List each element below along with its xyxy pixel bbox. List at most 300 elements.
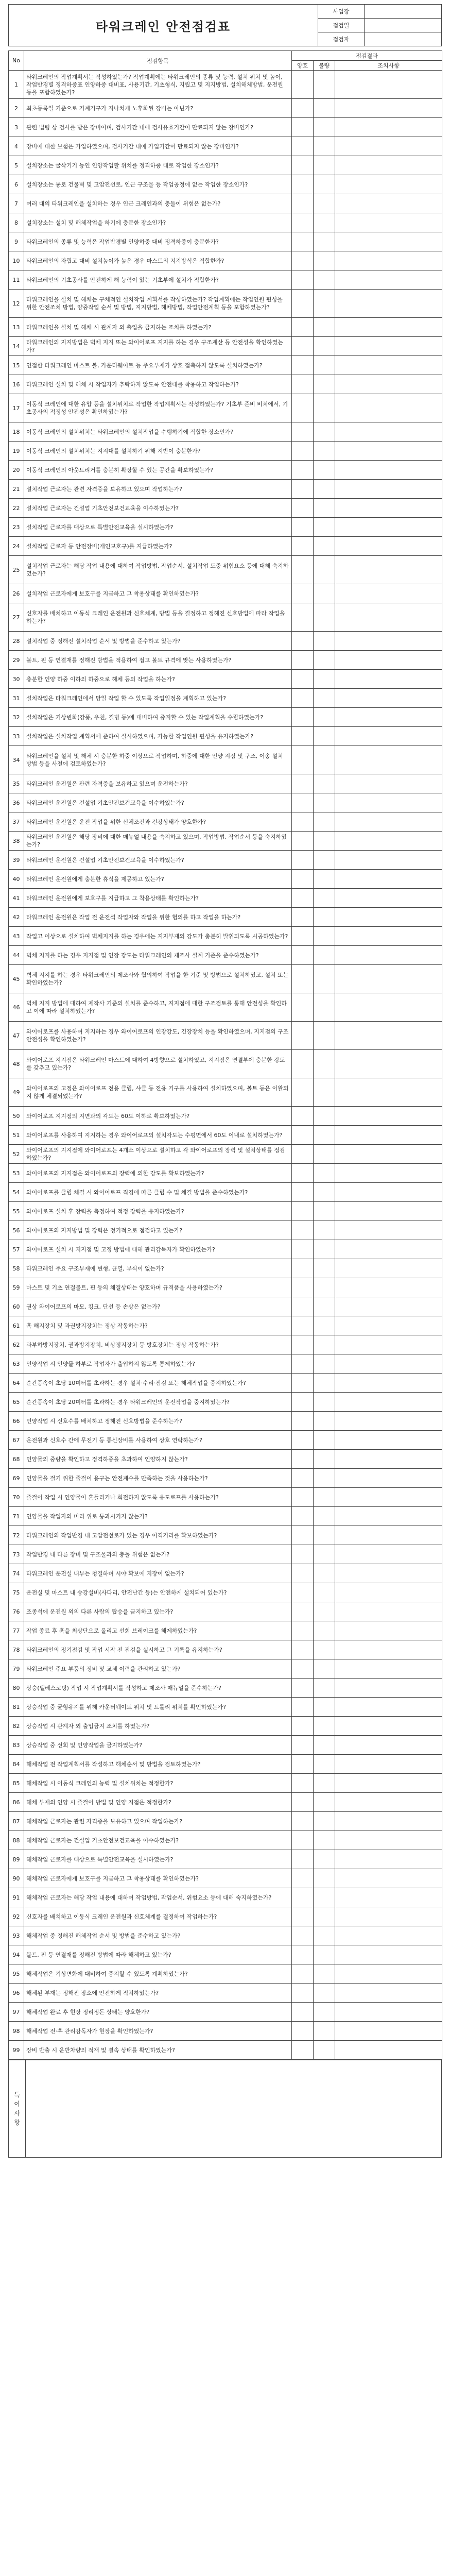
row-bad-cell[interactable] <box>314 1393 335 1412</box>
row-bad-cell[interactable] <box>314 337 335 356</box>
row-bad-cell[interactable] <box>314 1850 335 1869</box>
row-action-cell[interactable] <box>335 1221 442 1240</box>
row-action-cell[interactable] <box>335 793 442 812</box>
row-bad-cell[interactable] <box>314 442 335 461</box>
row-good-cell[interactable] <box>292 1831 314 1850</box>
row-bad-cell[interactable] <box>314 584 335 603</box>
row-good-cell[interactable] <box>292 1602 314 1621</box>
row-good-cell[interactable] <box>292 1469 314 1488</box>
row-action-cell[interactable] <box>335 1717 442 1736</box>
row-good-cell[interactable] <box>292 499 314 518</box>
row-bad-cell[interactable] <box>314 1964 335 1984</box>
row-bad-cell[interactable] <box>314 71 335 99</box>
row-action-cell[interactable] <box>335 832 442 851</box>
row-bad-cell[interactable] <box>314 2003 335 2022</box>
row-bad-cell[interactable] <box>314 1316 335 1335</box>
row-good-cell[interactable] <box>292 1621 314 1640</box>
row-good-cell[interactable] <box>292 356 314 375</box>
row-bad-cell[interactable] <box>314 1354 335 1374</box>
row-good-cell[interactable] <box>292 1507 314 1526</box>
row-good-cell[interactable] <box>292 946 314 965</box>
row-action-cell[interactable] <box>335 946 442 965</box>
row-bad-cell[interactable] <box>314 1698 335 1717</box>
row-action-cell[interactable] <box>335 337 442 356</box>
row-bad-cell[interactable] <box>314 394 335 422</box>
row-action-cell[interactable] <box>335 1679 442 1698</box>
row-bad-cell[interactable] <box>314 1888 335 1907</box>
row-action-cell[interactable] <box>335 251 442 270</box>
row-bad-cell[interactable] <box>314 1450 335 1469</box>
row-good-cell[interactable] <box>292 556 314 584</box>
row-action-cell[interactable] <box>335 584 442 603</box>
row-bad-cell[interactable] <box>314 270 335 290</box>
row-bad-cell[interactable] <box>314 375 335 394</box>
row-action-cell[interactable] <box>335 1431 442 1450</box>
row-good-cell[interactable] <box>292 1964 314 1984</box>
row-bad-cell[interactable] <box>314 1145 335 1164</box>
row-good-cell[interactable] <box>292 71 314 99</box>
row-bad-cell[interactable] <box>314 1774 335 1793</box>
row-bad-cell[interactable] <box>314 1278 335 1297</box>
row-action-cell[interactable] <box>335 71 442 99</box>
row-good-cell[interactable] <box>292 442 314 461</box>
row-bad-cell[interactable] <box>314 993 335 1022</box>
row-good-cell[interactable] <box>292 461 314 480</box>
row-good-cell[interactable] <box>292 689 314 708</box>
row-action-cell[interactable] <box>335 632 442 651</box>
row-good-cell[interactable] <box>292 870 314 889</box>
row-good-cell[interactable] <box>292 1812 314 1831</box>
row-action-cell[interactable] <box>335 727 442 746</box>
row-action-cell[interactable] <box>335 812 442 832</box>
row-good-cell[interactable] <box>292 670 314 689</box>
row-good-cell[interactable] <box>292 584 314 603</box>
row-good-cell[interactable] <box>292 1374 314 1393</box>
row-good-cell[interactable] <box>292 965 314 993</box>
row-action-cell[interactable] <box>335 1259 442 1278</box>
row-action-cell[interactable] <box>335 2003 442 2022</box>
row-good-cell[interactable] <box>292 1640 314 1659</box>
row-action-cell[interactable] <box>335 1164 442 1183</box>
row-action-cell[interactable] <box>335 1393 442 1412</box>
field-date-input[interactable] <box>365 19 442 32</box>
row-bad-cell[interactable] <box>314 1431 335 1450</box>
row-action-cell[interactable] <box>335 965 442 993</box>
row-good-cell[interactable] <box>292 251 314 270</box>
row-bad-cell[interactable] <box>314 1831 335 1850</box>
row-good-cell[interactable] <box>292 1240 314 1259</box>
row-bad-cell[interactable] <box>314 774 335 793</box>
row-bad-cell[interactable] <box>314 927 335 946</box>
row-action-cell[interactable] <box>335 156 442 175</box>
row-bad-cell[interactable] <box>314 1583 335 1602</box>
row-bad-cell[interactable] <box>314 908 335 927</box>
row-good-cell[interactable] <box>292 375 314 394</box>
row-good-cell[interactable] <box>292 194 314 213</box>
row-action-cell[interactable] <box>335 1984 442 2003</box>
row-good-cell[interactable] <box>292 1564 314 1583</box>
row-bad-cell[interactable] <box>314 651 335 670</box>
row-action-cell[interactable] <box>335 1278 442 1297</box>
row-action-cell[interactable] <box>335 356 442 375</box>
row-bad-cell[interactable] <box>314 1297 335 1316</box>
row-bad-cell[interactable] <box>314 422 335 442</box>
row-good-cell[interactable] <box>292 1393 314 1412</box>
row-action-cell[interactable] <box>335 1907 442 1926</box>
row-good-cell[interactable] <box>292 213 314 232</box>
row-bad-cell[interactable] <box>314 946 335 965</box>
row-bad-cell[interactable] <box>314 1869 335 1888</box>
row-bad-cell[interactable] <box>314 1640 335 1659</box>
row-bad-cell[interactable] <box>314 213 335 232</box>
row-bad-cell[interactable] <box>314 689 335 708</box>
row-bad-cell[interactable] <box>314 1164 335 1183</box>
row-action-cell[interactable] <box>335 708 442 727</box>
row-bad-cell[interactable] <box>314 2022 335 2041</box>
row-action-cell[interactable] <box>335 375 442 394</box>
row-action-cell[interactable] <box>335 1774 442 1793</box>
row-bad-cell[interactable] <box>314 1469 335 1488</box>
row-bad-cell[interactable] <box>314 556 335 584</box>
row-bad-cell[interactable] <box>314 1659 335 1679</box>
row-good-cell[interactable] <box>292 1022 314 1050</box>
row-good-cell[interactable] <box>292 1888 314 1907</box>
row-action-cell[interactable] <box>335 290 442 318</box>
row-action-cell[interactable] <box>335 1850 442 1869</box>
row-action-cell[interactable] <box>335 1450 442 1469</box>
row-good-cell[interactable] <box>292 290 314 318</box>
row-good-cell[interactable] <box>292 2022 314 2041</box>
row-bad-cell[interactable] <box>314 537 335 556</box>
row-bad-cell[interactable] <box>314 1526 335 1545</box>
row-bad-cell[interactable] <box>314 318 335 337</box>
row-bad-cell[interactable] <box>314 1907 335 1926</box>
row-action-cell[interactable] <box>335 1202 442 1221</box>
row-action-cell[interactable] <box>335 1412 442 1431</box>
row-good-cell[interactable] <box>292 1488 314 1507</box>
row-bad-cell[interactable] <box>314 1793 335 1812</box>
row-bad-cell[interactable] <box>314 356 335 375</box>
row-action-cell[interactable] <box>335 927 442 946</box>
row-good-cell[interactable] <box>292 422 314 442</box>
row-bad-cell[interactable] <box>314 461 335 480</box>
row-action-cell[interactable] <box>335 1583 442 1602</box>
row-good-cell[interactable] <box>292 99 314 118</box>
row-bad-cell[interactable] <box>314 194 335 213</box>
row-good-cell[interactable] <box>292 1545 314 1564</box>
row-action-cell[interactable] <box>335 889 442 908</box>
row-good-cell[interactable] <box>292 2003 314 2022</box>
row-good-cell[interactable] <box>292 1984 314 2003</box>
row-good-cell[interactable] <box>292 1659 314 1679</box>
row-bad-cell[interactable] <box>314 1602 335 1621</box>
row-good-cell[interactable] <box>292 1354 314 1374</box>
row-action-cell[interactable] <box>335 99 442 118</box>
row-bad-cell[interactable] <box>314 1202 335 1221</box>
row-action-cell[interactable] <box>335 1964 442 1984</box>
row-action-cell[interactable] <box>335 318 442 337</box>
row-action-cell[interactable] <box>335 1736 442 1755</box>
row-action-cell[interactable] <box>335 137 442 156</box>
row-good-cell[interactable] <box>292 793 314 812</box>
row-bad-cell[interactable] <box>314 1335 335 1354</box>
row-bad-cell[interactable] <box>314 1107 335 1126</box>
row-action-cell[interactable] <box>335 1659 442 1679</box>
row-action-cell[interactable] <box>335 1297 442 1316</box>
row-action-cell[interactable] <box>335 2041 442 2060</box>
row-bad-cell[interactable] <box>314 232 335 251</box>
row-good-cell[interactable] <box>292 1945 314 1964</box>
row-bad-cell[interactable] <box>314 1078 335 1107</box>
row-bad-cell[interactable] <box>314 175 335 194</box>
row-bad-cell[interactable] <box>314 708 335 727</box>
row-bad-cell[interactable] <box>314 2041 335 2060</box>
row-action-cell[interactable] <box>335 851 442 870</box>
row-bad-cell[interactable] <box>314 727 335 746</box>
row-good-cell[interactable] <box>292 812 314 832</box>
row-bad-cell[interactable] <box>314 1564 335 1583</box>
row-bad-cell[interactable] <box>314 812 335 832</box>
row-action-cell[interactable] <box>335 746 442 774</box>
row-bad-cell[interactable] <box>314 518 335 537</box>
row-good-cell[interactable] <box>292 1259 314 1278</box>
row-action-cell[interactable] <box>335 194 442 213</box>
row-action-cell[interactable] <box>335 1831 442 1850</box>
row-action-cell[interactable] <box>335 1126 442 1145</box>
row-bad-cell[interactable] <box>314 1926 335 1945</box>
row-action-cell[interactable] <box>335 670 442 689</box>
row-action-cell[interactable] <box>335 689 442 708</box>
row-good-cell[interactable] <box>292 1869 314 1888</box>
row-good-cell[interactable] <box>292 137 314 156</box>
row-bad-cell[interactable] <box>314 1022 335 1050</box>
row-good-cell[interactable] <box>292 1431 314 1450</box>
row-good-cell[interactable] <box>292 603 314 632</box>
row-action-cell[interactable] <box>335 1793 442 1812</box>
row-good-cell[interactable] <box>292 175 314 194</box>
row-good-cell[interactable] <box>292 708 314 727</box>
row-action-cell[interactable] <box>335 1564 442 1583</box>
row-action-cell[interactable] <box>335 1507 442 1526</box>
row-action-cell[interactable] <box>335 1107 442 1126</box>
row-good-cell[interactable] <box>292 1145 314 1164</box>
row-good-cell[interactable] <box>292 1583 314 1602</box>
row-good-cell[interactable] <box>292 1078 314 1107</box>
row-good-cell[interactable] <box>292 1335 314 1354</box>
row-action-cell[interactable] <box>335 1926 442 1945</box>
row-action-cell[interactable] <box>335 1316 442 1335</box>
row-bad-cell[interactable] <box>314 156 335 175</box>
row-good-cell[interactable] <box>292 1679 314 1698</box>
row-bad-cell[interactable] <box>314 1755 335 1774</box>
row-bad-cell[interactable] <box>314 1126 335 1145</box>
row-action-cell[interactable] <box>335 1945 442 1964</box>
row-bad-cell[interactable] <box>314 1545 335 1564</box>
row-good-cell[interactable] <box>292 1202 314 1221</box>
row-bad-cell[interactable] <box>314 1812 335 1831</box>
row-action-cell[interactable] <box>335 1145 442 1164</box>
row-bad-cell[interactable] <box>314 118 335 137</box>
row-action-cell[interactable] <box>335 480 442 499</box>
row-bad-cell[interactable] <box>314 499 335 518</box>
row-action-cell[interactable] <box>335 1755 442 1774</box>
row-action-cell[interactable] <box>335 1183 442 1202</box>
row-action-cell[interactable] <box>335 1621 442 1640</box>
row-action-cell[interactable] <box>335 1602 442 1621</box>
row-action-cell[interactable] <box>335 422 442 442</box>
row-good-cell[interactable] <box>292 1297 314 1316</box>
row-action-cell[interactable] <box>335 1698 442 1717</box>
row-action-cell[interactable] <box>335 1022 442 1050</box>
row-good-cell[interactable] <box>292 851 314 870</box>
row-good-cell[interactable] <box>292 518 314 537</box>
row-action-cell[interactable] <box>335 213 442 232</box>
row-bad-cell[interactable] <box>314 1240 335 1259</box>
row-good-cell[interactable] <box>292 1183 314 1202</box>
row-action-cell[interactable] <box>335 2022 442 2041</box>
row-bad-cell[interactable] <box>314 1259 335 1278</box>
row-good-cell[interactable] <box>292 651 314 670</box>
row-bad-cell[interactable] <box>314 290 335 318</box>
row-good-cell[interactable] <box>292 1793 314 1812</box>
row-action-cell[interactable] <box>335 118 442 137</box>
row-good-cell[interactable] <box>292 632 314 651</box>
row-action-cell[interactable] <box>335 1526 442 1545</box>
row-good-cell[interactable] <box>292 480 314 499</box>
row-good-cell[interactable] <box>292 927 314 946</box>
row-action-cell[interactable] <box>335 461 442 480</box>
row-bad-cell[interactable] <box>314 603 335 632</box>
row-bad-cell[interactable] <box>314 1679 335 1698</box>
row-good-cell[interactable] <box>292 774 314 793</box>
row-good-cell[interactable] <box>292 2041 314 2060</box>
row-bad-cell[interactable] <box>314 1221 335 1240</box>
row-good-cell[interactable] <box>292 337 314 356</box>
row-bad-cell[interactable] <box>314 99 335 118</box>
row-action-cell[interactable] <box>335 1078 442 1107</box>
row-action-cell[interactable] <box>335 232 442 251</box>
row-bad-cell[interactable] <box>314 793 335 812</box>
row-bad-cell[interactable] <box>314 870 335 889</box>
row-good-cell[interactable] <box>292 1926 314 1945</box>
row-bad-cell[interactable] <box>314 1945 335 1964</box>
row-action-cell[interactable] <box>335 537 442 556</box>
row-action-cell[interactable] <box>335 1488 442 1507</box>
row-bad-cell[interactable] <box>314 670 335 689</box>
row-good-cell[interactable] <box>292 1450 314 1469</box>
row-good-cell[interactable] <box>292 832 314 851</box>
row-good-cell[interactable] <box>292 270 314 290</box>
row-good-cell[interactable] <box>292 1717 314 1736</box>
row-action-cell[interactable] <box>335 518 442 537</box>
row-bad-cell[interactable] <box>314 1488 335 1507</box>
field-inspector-input[interactable] <box>365 32 442 46</box>
row-action-cell[interactable] <box>335 993 442 1022</box>
row-bad-cell[interactable] <box>314 1412 335 1431</box>
row-bad-cell[interactable] <box>314 1736 335 1755</box>
row-good-cell[interactable] <box>292 1050 314 1078</box>
row-good-cell[interactable] <box>292 1698 314 1717</box>
row-good-cell[interactable] <box>292 993 314 1022</box>
notes-field[interactable] <box>26 2060 442 2158</box>
row-action-cell[interactable] <box>335 1640 442 1659</box>
row-good-cell[interactable] <box>292 537 314 556</box>
row-action-cell[interactable] <box>335 442 442 461</box>
row-action-cell[interactable] <box>335 603 442 632</box>
row-good-cell[interactable] <box>292 908 314 927</box>
row-good-cell[interactable] <box>292 889 314 908</box>
row-bad-cell[interactable] <box>314 832 335 851</box>
row-action-cell[interactable] <box>335 651 442 670</box>
row-good-cell[interactable] <box>292 1850 314 1869</box>
row-bad-cell[interactable] <box>314 746 335 774</box>
row-bad-cell[interactable] <box>314 1183 335 1202</box>
row-good-cell[interactable] <box>292 746 314 774</box>
row-bad-cell[interactable] <box>314 1050 335 1078</box>
row-bad-cell[interactable] <box>314 480 335 499</box>
row-good-cell[interactable] <box>292 156 314 175</box>
row-action-cell[interactable] <box>335 270 442 290</box>
row-action-cell[interactable] <box>335 1545 442 1564</box>
row-action-cell[interactable] <box>335 1888 442 1907</box>
row-action-cell[interactable] <box>335 175 442 194</box>
row-good-cell[interactable] <box>292 1774 314 1793</box>
row-action-cell[interactable] <box>335 1469 442 1488</box>
row-action-cell[interactable] <box>335 499 442 518</box>
row-bad-cell[interactable] <box>314 1374 335 1393</box>
row-good-cell[interactable] <box>292 318 314 337</box>
row-action-cell[interactable] <box>335 774 442 793</box>
row-good-cell[interactable] <box>292 1164 314 1183</box>
row-bad-cell[interactable] <box>314 1507 335 1526</box>
row-action-cell[interactable] <box>335 1050 442 1078</box>
row-good-cell[interactable] <box>292 727 314 746</box>
row-bad-cell[interactable] <box>314 1621 335 1640</box>
row-action-cell[interactable] <box>335 1812 442 1831</box>
row-action-cell[interactable] <box>335 908 442 927</box>
row-good-cell[interactable] <box>292 1412 314 1431</box>
row-bad-cell[interactable] <box>314 1984 335 2003</box>
row-good-cell[interactable] <box>292 232 314 251</box>
row-action-cell[interactable] <box>335 556 442 584</box>
row-action-cell[interactable] <box>335 1374 442 1393</box>
row-good-cell[interactable] <box>292 1736 314 1755</box>
row-good-cell[interactable] <box>292 118 314 137</box>
row-action-cell[interactable] <box>335 1335 442 1354</box>
row-good-cell[interactable] <box>292 1278 314 1297</box>
row-bad-cell[interactable] <box>314 632 335 651</box>
row-bad-cell[interactable] <box>314 1717 335 1736</box>
row-good-cell[interactable] <box>292 1126 314 1145</box>
row-good-cell[interactable] <box>292 1907 314 1926</box>
row-action-cell[interactable] <box>335 870 442 889</box>
row-bad-cell[interactable] <box>314 251 335 270</box>
row-bad-cell[interactable] <box>314 851 335 870</box>
row-bad-cell[interactable] <box>314 137 335 156</box>
row-good-cell[interactable] <box>292 1107 314 1126</box>
row-action-cell[interactable] <box>335 1354 442 1374</box>
row-action-cell[interactable] <box>335 1869 442 1888</box>
row-good-cell[interactable] <box>292 1316 314 1335</box>
row-good-cell[interactable] <box>292 1755 314 1774</box>
row-action-cell[interactable] <box>335 1240 442 1259</box>
row-bad-cell[interactable] <box>314 965 335 993</box>
row-good-cell[interactable] <box>292 394 314 422</box>
row-action-cell[interactable] <box>335 394 442 422</box>
row-bad-cell[interactable] <box>314 889 335 908</box>
field-site-input[interactable] <box>365 5 442 19</box>
row-good-cell[interactable] <box>292 1526 314 1545</box>
